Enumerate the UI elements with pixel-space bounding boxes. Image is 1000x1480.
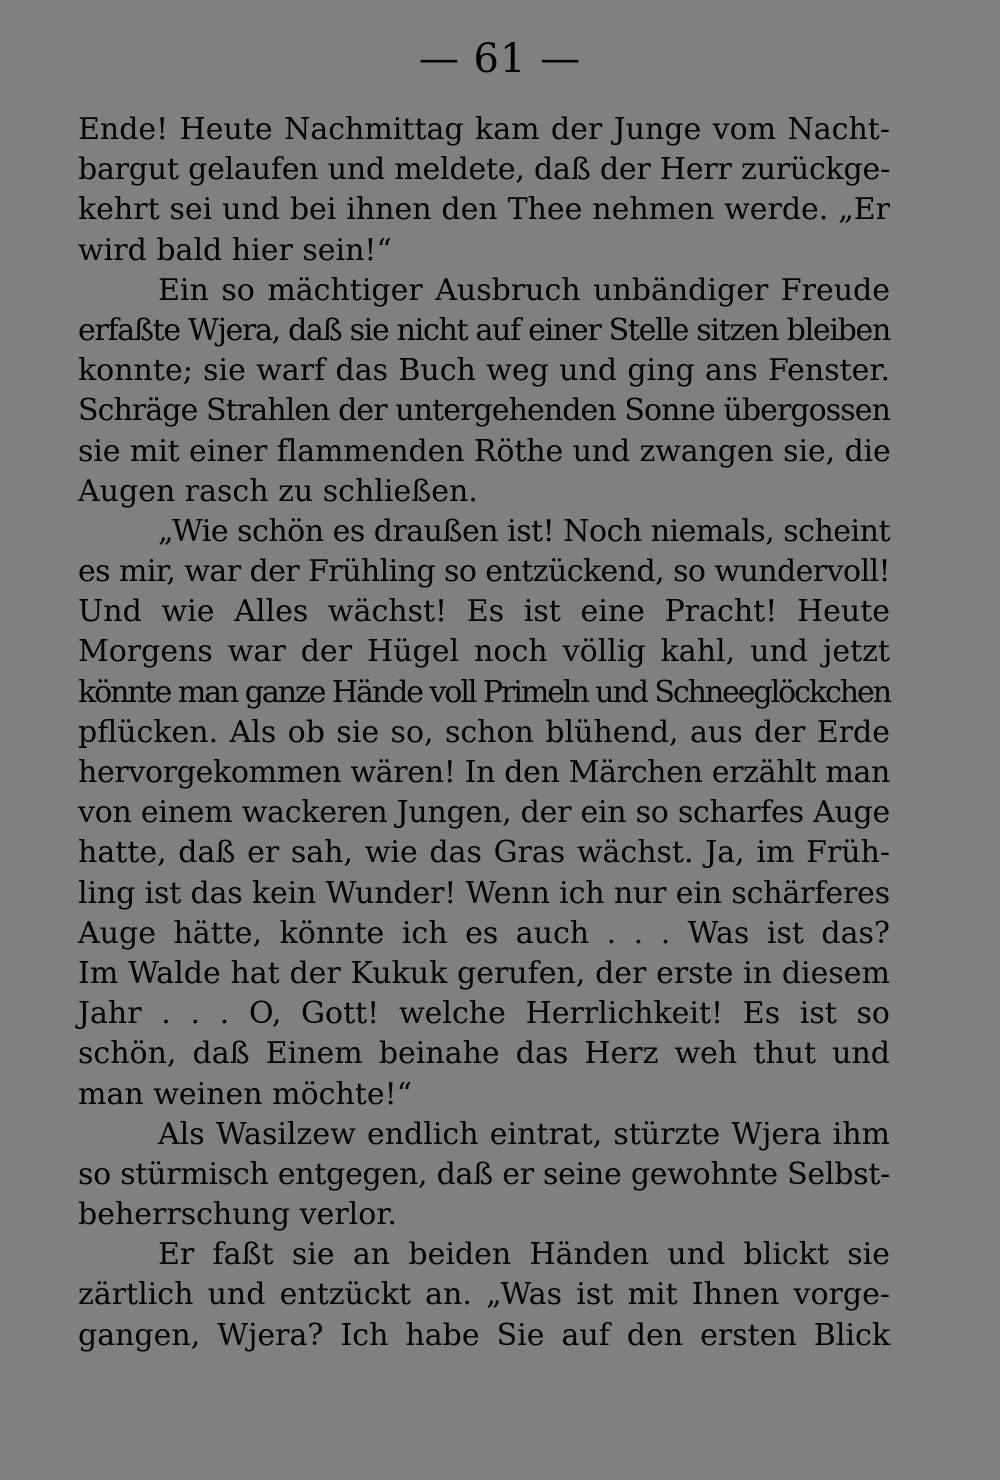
- text-line: wird bald hier sein!“: [78, 232, 392, 268]
- text-line: Augen rasch zu schließen.: [78, 473, 478, 509]
- text-line: beherrschung verlor.: [78, 1197, 397, 1233]
- text-line: man weinen möchte!“: [78, 1076, 412, 1112]
- text-line: Auge hätte, könnte ich es auch . . . Was ist das?: [78, 915, 890, 951]
- text-line: Schräge Strahlen der untergehenden Sonne übergossen: [78, 393, 890, 429]
- text-line: von einem wackeren Jungen, der ein so scharfes Auge: [78, 795, 890, 831]
- text-line: Er faßt sie an beiden Händen und blickt sie: [158, 1237, 890, 1273]
- text-line: Jahr . . . O, Gott! welche Herrlichkeit! Es ist so: [78, 996, 890, 1032]
- text-line: erfaßte Wjera, daß sie nicht auf einer Stelle sitzen bleiben: [78, 312, 890, 348]
- text-line: pflücken. Als ob sie so, schon blühend, aus der Erde: [78, 714, 890, 750]
- text-line: Im Walde hat der Kukuk gerufen, der erste in diesem: [78, 955, 890, 991]
- text-line: hatte, daß er sah, wie das Gras wächst. Ja, im Früh-: [78, 835, 890, 871]
- text-line: hervorgekommen wären! In den Märchen erzählt man: [78, 755, 890, 790]
- text-line: Und wie Alles wächst! Es ist eine Pracht! Heute: [78, 594, 890, 630]
- text-line: ling ist das kein Wunder! Wenn ich nur ein schärferes: [78, 875, 890, 911]
- text-line: Ende! Heute Nachmittag kam der Junge vom Nacht-: [78, 112, 890, 147]
- text-line: gangen, Wjera? Ich habe Sie auf den ersten Blick: [78, 1317, 890, 1353]
- text-line: konnte; sie warf das Buch weg und ging ans Fenster.: [78, 353, 890, 389]
- text-line: Ein so mächtiger Ausbruch unbändiger Freude: [158, 272, 890, 308]
- text-line: bargut gelaufen und meldete, daß der Herr zurückge-: [78, 152, 890, 188]
- page-number: — 61 —: [418, 36, 582, 82]
- text-line: es mir, war der Frühling so entzückend, so wundervoll!: [78, 554, 890, 590]
- text-line: Morgens war der Hügel noch völlig kahl, und jetzt: [78, 634, 890, 670]
- text-line: schön, daß Einem beinahe das Herz weh thut und: [78, 1036, 890, 1072]
- text-line: Als Wasilzew endlich eintrat, stürzte Wjera ihm: [158, 1116, 890, 1152]
- text-line: sie mit einer flammenden Röthe und zwangen sie, die: [78, 433, 891, 469]
- text-line: kehrt sei und bei ihnen den Thee nehmen werde. „Er: [78, 192, 890, 228]
- text-line: zärtlich und entzückt an. „Was ist mit Ihnen vorge-: [78, 1277, 890, 1313]
- text-line: so stürmisch entgegen, daß er seine gewohnte Selbst-: [78, 1156, 890, 1192]
- text-line: könnte man ganze Hände voll Primeln und Schneeglöckchen: [78, 674, 890, 710]
- text-line: „Wie schön es draußen ist! Noch niemals, scheint: [158, 513, 890, 549]
- body-text: [78, 110, 890, 1356]
